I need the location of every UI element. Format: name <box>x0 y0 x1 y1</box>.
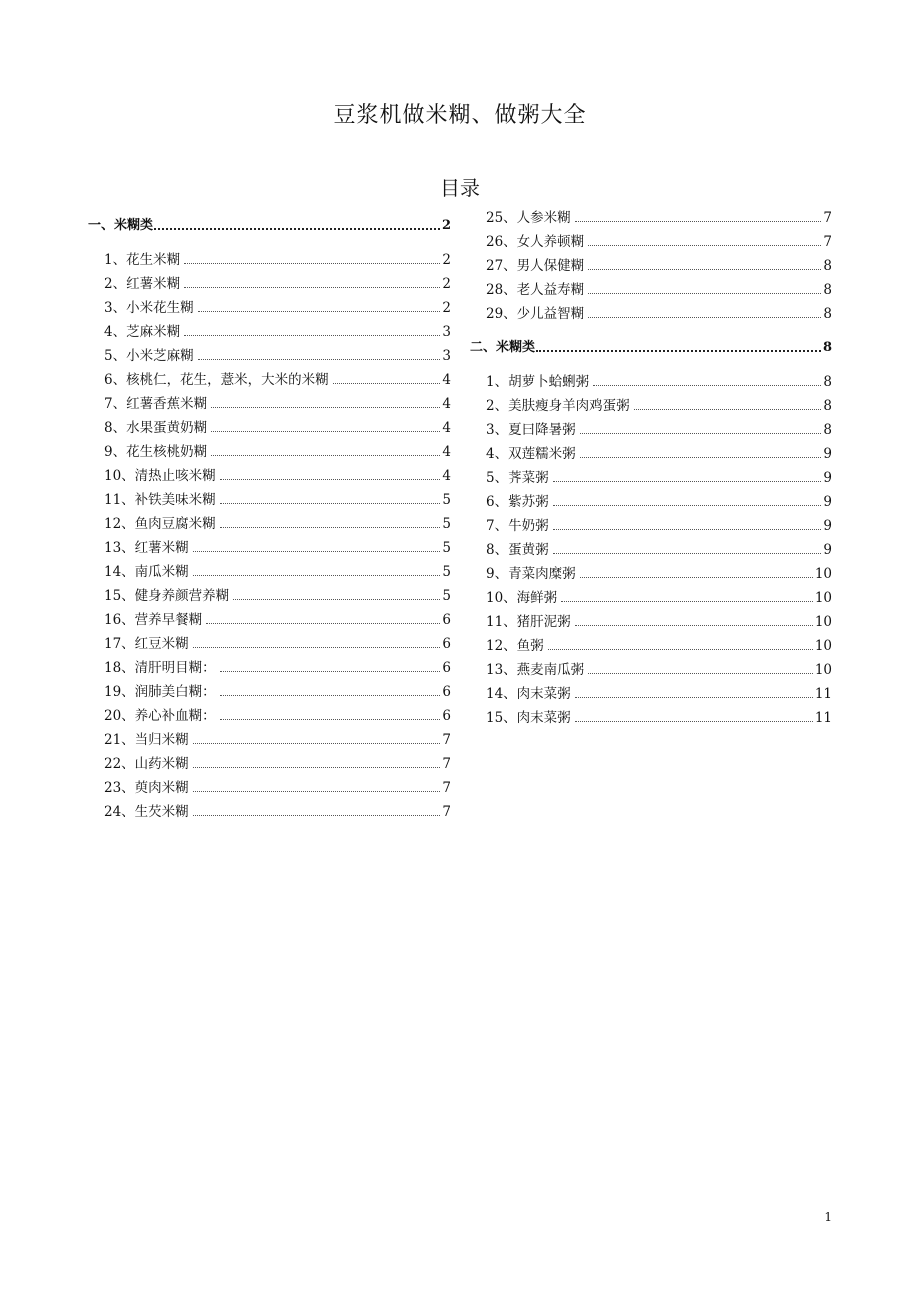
toc-entry[interactable] <box>470 306 832 322</box>
toc-entry-label: 11、补铁美味米糊 <box>104 492 216 508</box>
toc-entry-label: 1、花生米糊 <box>104 252 181 268</box>
dot-leader <box>193 815 441 816</box>
toc-entry[interactable] <box>470 614 832 630</box>
toc-entry[interactable] <box>88 372 451 388</box>
toc-entry-page: 2 <box>442 300 451 316</box>
toc-entry-page: 9 <box>823 470 832 486</box>
toc-entry-page: 7 <box>823 234 832 250</box>
toc-entry-label: 3、小米花生糊 <box>104 300 194 316</box>
toc-entry-label: 21、当归米糊 <box>104 732 189 748</box>
toc-entry[interactable] <box>88 660 451 676</box>
toc-entry-label: 15、肉末菜粥 <box>486 710 571 726</box>
toc-entry[interactable] <box>88 444 451 460</box>
toc-entry-label: 27、男人保健糊 <box>486 258 585 274</box>
toc-entry-label: 26、女人养顿糊 <box>486 234 585 250</box>
dot-leader <box>220 671 441 672</box>
toc-entry-label: 2、红薯米糊 <box>104 276 181 292</box>
toc-entry-page: 9 <box>823 542 832 558</box>
dot-leader <box>193 767 441 768</box>
toc-entry-page: 10 <box>814 590 832 606</box>
toc-entry-page: 9 <box>823 494 832 510</box>
toc-section-heading[interactable] <box>88 218 451 234</box>
dot-leader <box>575 697 813 698</box>
dot-leader <box>553 529 822 530</box>
toc-entry-page: 3 <box>442 324 451 340</box>
toc-entry-label: 22、山药米糊 <box>104 756 189 772</box>
toc-entry[interactable] <box>470 662 832 678</box>
toc-entry-page: 3 <box>442 348 451 364</box>
toc-entry-page: 4 <box>442 468 451 484</box>
toc-entry[interactable] <box>88 468 451 484</box>
toc-entry-label: 1、胡萝卜蛤蜊粥 <box>486 374 590 390</box>
toc-entry[interactable] <box>88 588 451 604</box>
toc-entry-label: 15、健身养颜营养糊 <box>104 588 230 604</box>
toc-entry[interactable] <box>470 494 832 510</box>
toc-entry-page: 11 <box>814 710 832 726</box>
toc-entry-label: 3、夏曰降暑粥 <box>486 422 576 438</box>
toc-entry-page: 8 <box>823 374 832 390</box>
page-number: 1 <box>824 1210 832 1224</box>
toc-entry-page: 8 <box>822 340 832 355</box>
toc-entry-label: 8、蛋黄粥 <box>486 542 549 558</box>
dot-leader <box>193 551 441 552</box>
toc-entry-label: 16、营养早餐糊 <box>104 612 203 628</box>
toc-entry[interactable] <box>88 276 451 292</box>
dot-leader <box>193 647 441 648</box>
toc-entry-page: 8 <box>823 258 832 274</box>
toc-entry-page: 9 <box>823 446 832 462</box>
toc-entry[interactable] <box>88 300 451 316</box>
toc-entry-label: 17、红豆米糊 <box>104 636 189 652</box>
dot-leader <box>553 505 822 506</box>
toc-entry[interactable] <box>88 348 451 364</box>
toc-entry-page: 4 <box>442 420 451 436</box>
toc-entry-page: 10 <box>814 662 832 678</box>
toc-entry-label: 9、青菜肉糜粥 <box>486 566 576 582</box>
toc-entry-page: 5 <box>442 564 451 580</box>
toc-entry-label: 一、米糊类 <box>88 218 154 233</box>
toc-entry[interactable] <box>470 518 832 534</box>
dot-leader <box>548 649 813 650</box>
dot-leader <box>220 719 441 720</box>
toc-entry[interactable] <box>470 422 832 438</box>
toc-entry-page: 8 <box>823 306 832 322</box>
dot-leader <box>184 287 440 288</box>
toc-entry-page: 5 <box>442 588 451 604</box>
dot-leader <box>220 479 441 480</box>
dot-leader <box>553 481 822 482</box>
toc-entry[interactable] <box>88 756 451 772</box>
dot-leader <box>220 527 441 528</box>
dot-leader <box>220 695 441 696</box>
toc-right-column <box>470 210 832 726</box>
dot-leader <box>575 221 822 222</box>
toc-entry-page: 2 <box>441 218 451 233</box>
dot-leader <box>553 553 822 554</box>
toc-entry-label: 6、紫苏粥 <box>486 494 549 510</box>
toc-entry-label: 10、海鲜粥 <box>486 590 558 606</box>
toc-entry-label: 二、米糊类 <box>470 340 536 355</box>
toc-entry-page: 7 <box>442 780 451 796</box>
dot-leader <box>184 263 440 264</box>
toc-entry-page: 8 <box>823 282 832 298</box>
document-title: 豆浆机做米糊、做粥大全 <box>333 103 587 128</box>
toc-entry-page: 4 <box>442 396 451 412</box>
dot-leader <box>588 293 821 294</box>
dot-leader <box>333 383 441 384</box>
toc-entry-page: 6 <box>442 684 451 700</box>
dot-leader <box>575 721 813 722</box>
toc-entry[interactable] <box>470 638 832 654</box>
toc-entry-label: 25、人参米糊 <box>486 210 571 226</box>
toc-entry-label: 14、肉末菜粥 <box>486 686 571 702</box>
dot-leader <box>233 599 440 600</box>
toc-entry[interactable] <box>470 446 832 462</box>
toc-entry[interactable] <box>88 516 451 532</box>
dot-leader <box>211 431 440 432</box>
toc-entry-label: 7、牛奶粥 <box>486 518 549 534</box>
toc-entry[interactable] <box>470 398 832 414</box>
toc-entry-page: 2 <box>442 252 451 268</box>
dot-leader <box>588 317 821 318</box>
toc-entry-page: 9 <box>823 518 832 534</box>
toc-entry[interactable] <box>470 566 832 582</box>
dot-leader <box>154 228 440 230</box>
toc-entry-page: 10 <box>814 566 832 582</box>
toc-entry[interactable] <box>88 252 451 268</box>
toc-section-heading[interactable] <box>470 340 832 356</box>
toc-entry-page: 10 <box>814 638 832 654</box>
toc-entry[interactable] <box>88 708 451 724</box>
toc-entry-page: 5 <box>442 492 451 508</box>
dot-leader <box>588 673 813 674</box>
toc-entry[interactable] <box>88 564 451 580</box>
toc-entry[interactable] <box>88 636 451 652</box>
dot-leader <box>575 625 813 626</box>
dot-leader <box>634 409 822 410</box>
toc-entry[interactable] <box>88 804 451 820</box>
toc-entry-label: 14、南瓜米糊 <box>104 564 189 580</box>
dot-leader <box>580 433 822 434</box>
toc-entry-label: 24、生芡米糊 <box>104 804 189 820</box>
toc-entry-label: 7、红薯香蕉米糊 <box>104 396 208 412</box>
toc-entry[interactable] <box>88 732 451 748</box>
toc-entry-label: 19、润肺美白糊： <box>104 684 216 700</box>
dot-leader <box>580 457 822 458</box>
toc-entry-label: 5、小米芝麻糊 <box>104 348 194 364</box>
toc-entry-label: 8、水果蛋黄奶糊 <box>104 420 208 436</box>
toc-entry[interactable] <box>470 710 832 726</box>
toc-entry-page: 11 <box>814 686 832 702</box>
toc-entry[interactable] <box>88 780 451 796</box>
toc-entry-label: 9、花生核桃奶糊 <box>104 444 208 460</box>
toc-entry[interactable] <box>470 470 832 486</box>
toc-entry-label: 13、红薯米糊 <box>104 540 189 556</box>
toc-entry-label: 11、猪肝泥粥 <box>486 614 571 630</box>
dot-leader <box>193 791 441 792</box>
dot-leader <box>184 335 440 336</box>
toc-entry-label: 4、双莲糯米粥 <box>486 446 576 462</box>
toc-entry-label: 20、养心补血糊： <box>104 708 216 724</box>
dot-leader <box>588 269 821 270</box>
dot-leader <box>211 407 440 408</box>
toc-entry-label: 23、萸肉米糊 <box>104 780 189 796</box>
dot-leader <box>580 577 813 578</box>
dot-leader <box>561 601 813 602</box>
dot-leader <box>593 385 821 386</box>
dot-leader <box>198 311 441 312</box>
toc-entry-label: 12、鱼肉豆腐米糊 <box>104 516 216 532</box>
toc-entry-page: 10 <box>814 614 832 630</box>
toc-entry-page: 6 <box>442 636 451 652</box>
dot-leader <box>206 623 440 624</box>
toc-entry[interactable] <box>88 612 451 628</box>
toc-entry[interactable] <box>88 420 451 436</box>
toc-entry-label: 10、清热止咳米糊 <box>104 468 216 484</box>
toc-entry-page: 7 <box>442 804 451 820</box>
toc-entry-page: 8 <box>823 422 832 438</box>
toc-entry[interactable] <box>88 684 451 700</box>
toc-left-column <box>88 218 451 820</box>
toc-entry[interactable] <box>88 396 451 412</box>
toc-entry[interactable] <box>470 374 832 390</box>
dot-leader <box>536 350 821 352</box>
toc-entry-label: 29、少儿益智糊 <box>486 306 585 322</box>
toc-entry-label: 13、燕麦南瓜粥 <box>486 662 585 678</box>
toc-entry-page: 5 <box>442 540 451 556</box>
toc-entry-page: 2 <box>442 276 451 292</box>
toc-entry-page: 7 <box>442 756 451 772</box>
toc-entry-page: 7 <box>442 732 451 748</box>
toc-entry-label: 28、老人益寿糊 <box>486 282 585 298</box>
toc-entry[interactable] <box>470 542 832 558</box>
toc-entry-page: 4 <box>442 372 451 388</box>
toc-entry[interactable] <box>470 210 832 226</box>
toc-entry-label: 2、美肤瘦身羊肉鸡蛋粥 <box>486 398 630 414</box>
toc-entry[interactable] <box>470 590 832 606</box>
toc-entry-page: 6 <box>442 708 451 724</box>
dot-leader <box>220 503 441 504</box>
toc-entry[interactable] <box>470 258 832 274</box>
toc-entry-page: 6 <box>442 660 451 676</box>
toc-entry[interactable] <box>88 492 451 508</box>
toc-entry-page: 4 <box>442 444 451 460</box>
toc-entry[interactable] <box>88 324 451 340</box>
toc-entry[interactable] <box>470 686 832 702</box>
toc-entry-label: 18、清肝明目糊： <box>104 660 216 676</box>
toc-entry-page: 5 <box>442 516 451 532</box>
toc-entry[interactable] <box>470 234 832 250</box>
toc-entry-page: 7 <box>823 210 832 226</box>
dot-leader <box>193 743 441 744</box>
toc-entry-page: 8 <box>823 398 832 414</box>
toc-entry-label: 5、荠菜粥 <box>486 470 549 486</box>
dot-leader <box>198 359 441 360</box>
dot-leader <box>193 575 441 576</box>
toc-heading: 目录 <box>440 176 480 200</box>
toc-entry[interactable] <box>88 540 451 556</box>
toc-entry[interactable] <box>470 282 832 298</box>
toc-entry-label: 4、芝麻米糊 <box>104 324 181 340</box>
toc-entry-label: 12、鱼粥 <box>486 638 544 654</box>
toc-entry-label: 6、核桃仁，花生，薏米，大米的米糊 <box>104 372 329 388</box>
toc-entry-page: 6 <box>442 612 451 628</box>
dot-leader <box>588 245 821 246</box>
dot-leader <box>211 455 440 456</box>
